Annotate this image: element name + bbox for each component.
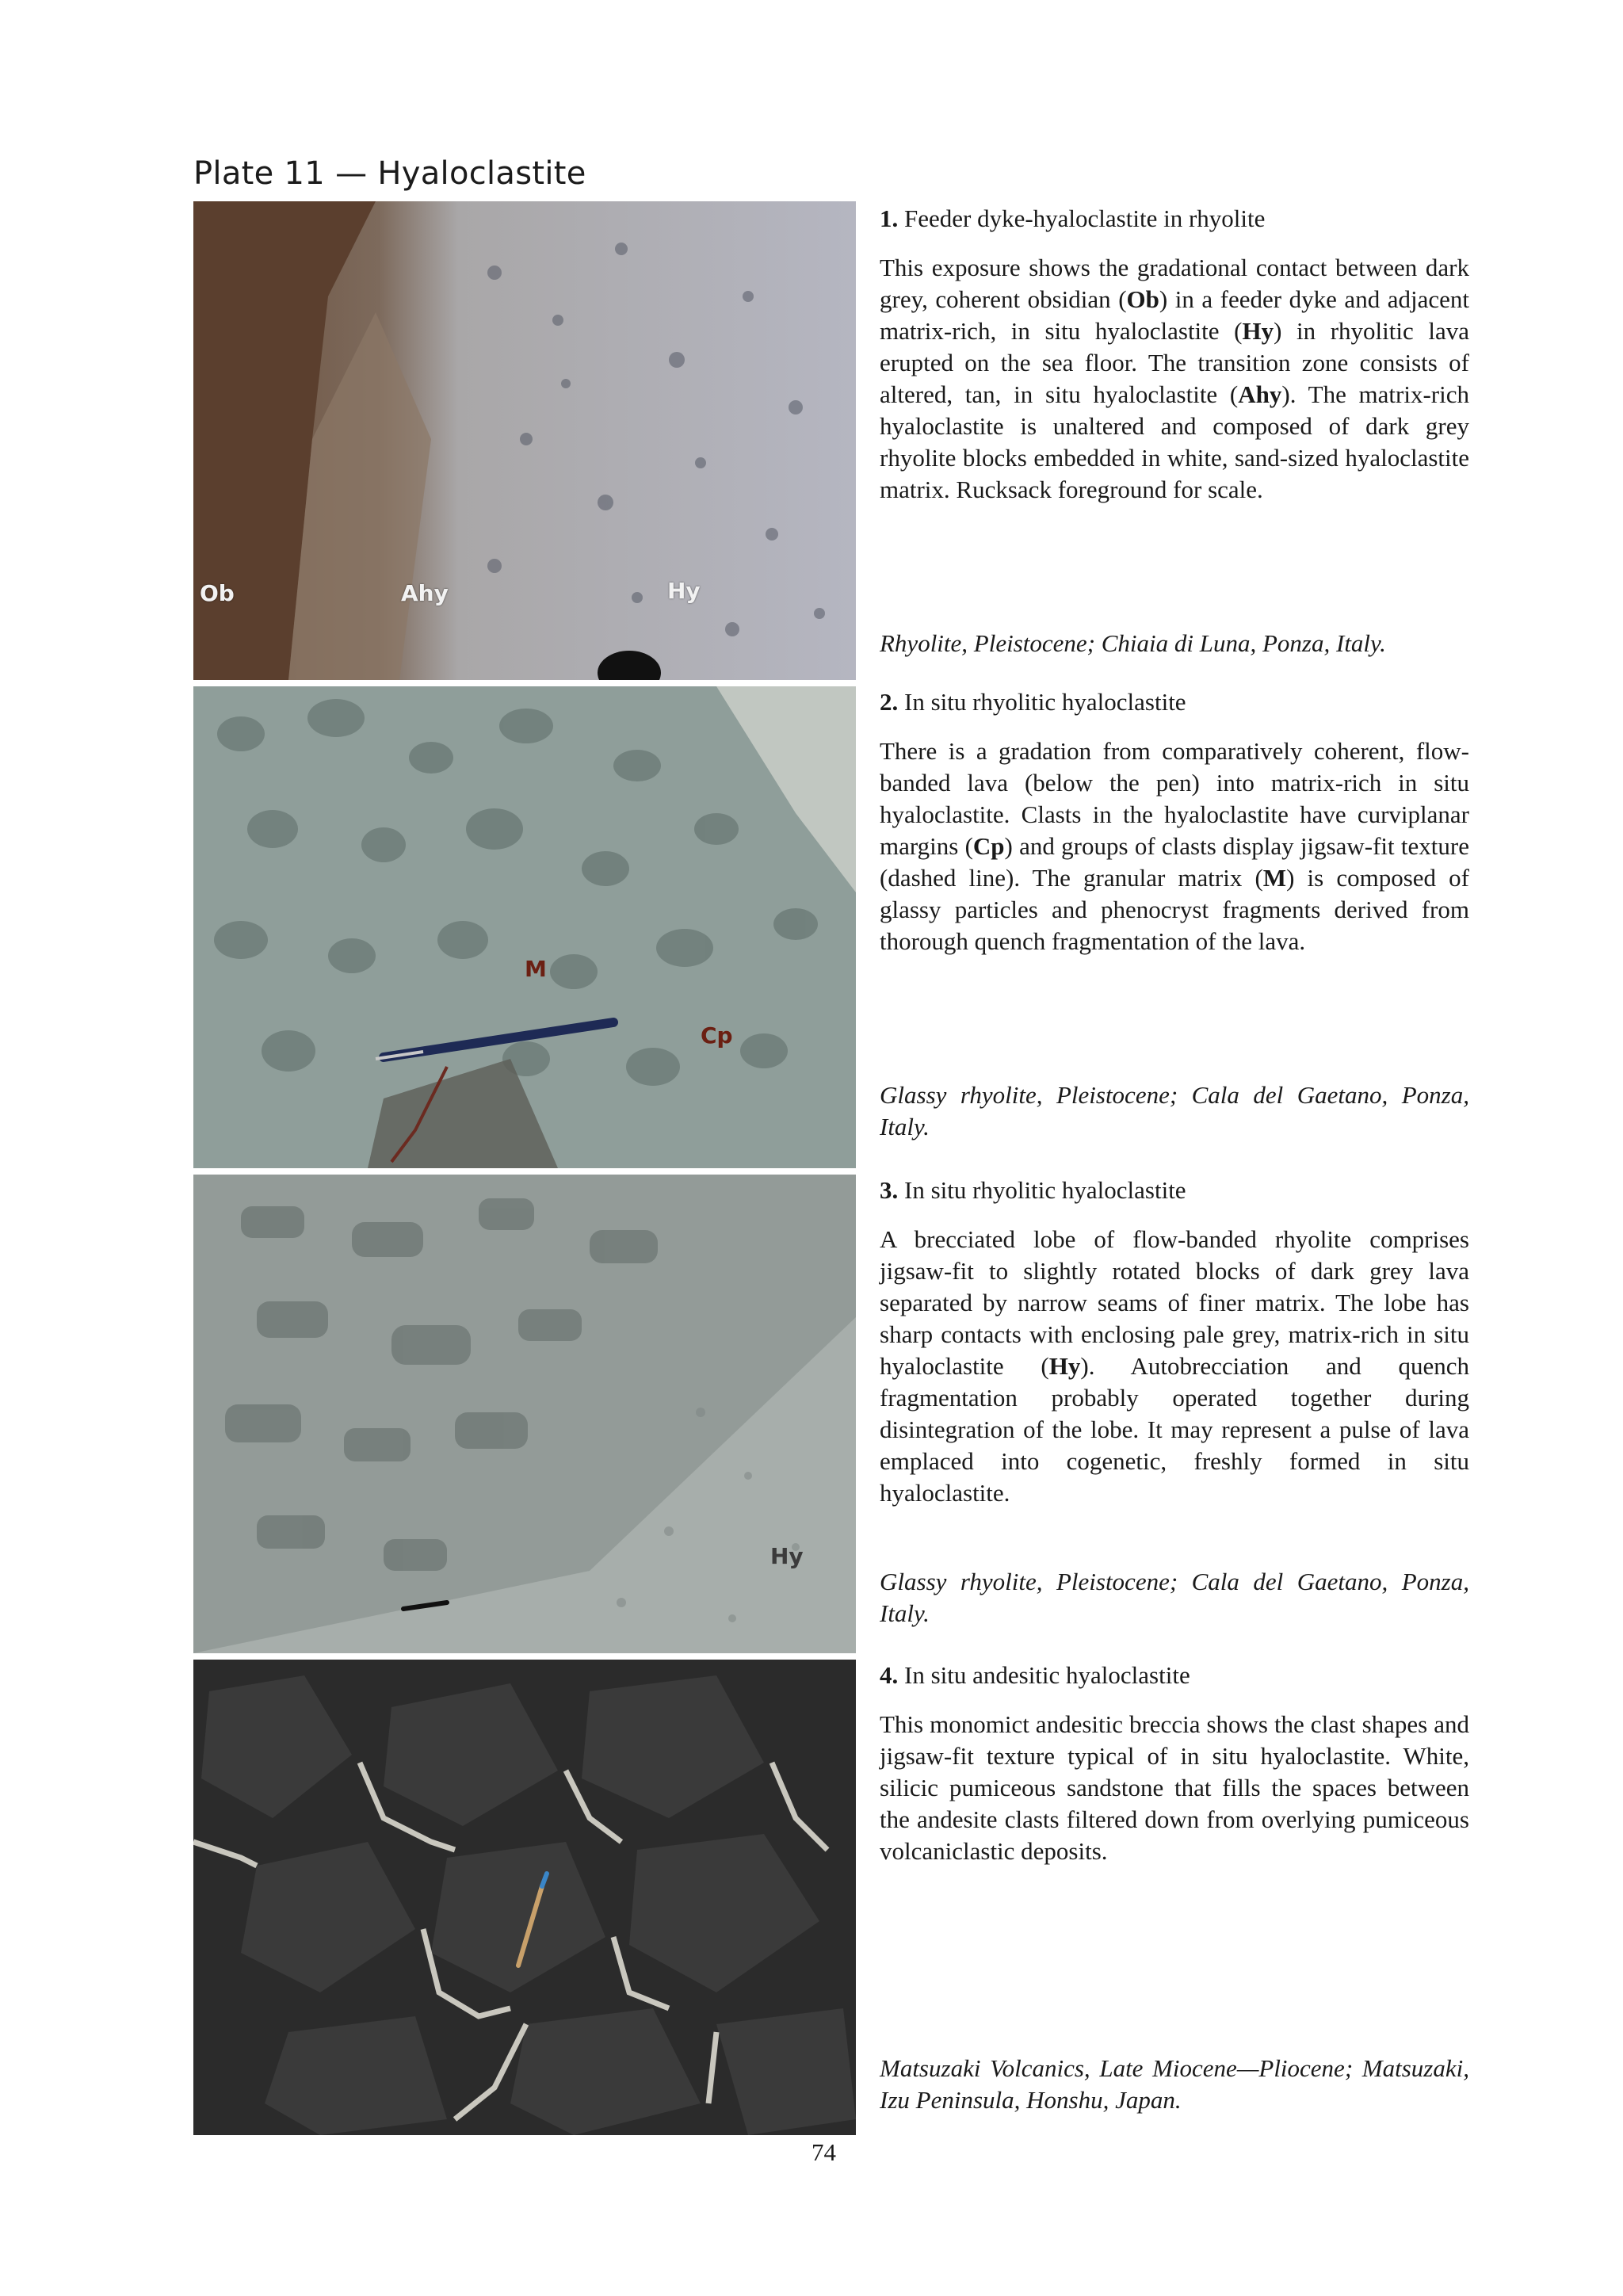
desc-text: This monomict andesitic breccia shows the clast shapes and jigsaw-fit texture typical of in situ hyaloclastite. White, silicic pumiceous sandstone that fills the spaces between the andesite clasts filtered down from overlying pumiceous volcaniclastic deposits. bbox=[880, 1710, 1469, 1865]
panel-4-number: 4. bbox=[880, 1661, 899, 1689]
panel-4-text bbox=[880, 1660, 1469, 1867]
photo-2-rhyolitic-hyaloclastite bbox=[193, 686, 856, 1168]
panel-1-number: 1. bbox=[880, 204, 899, 232]
panel-1-description bbox=[880, 252, 1469, 506]
panel-2-caption: Glassy rhyolite, Pleistocene; Cala del Gaetano, Ponza, Italy. bbox=[880, 1081, 1469, 1140]
panel-3-text bbox=[880, 1175, 1469, 1509]
panel-2-number: 2. bbox=[880, 688, 899, 716]
panel-3-description bbox=[880, 1224, 1469, 1509]
page-number: 74 bbox=[812, 2138, 836, 2166]
panel-2-heading bbox=[880, 686, 1469, 718]
desc-text: This exposure shows the gradational contact between dark grey, coherent obsidian ( bbox=[880, 254, 1469, 313]
panel-1-text bbox=[880, 203, 1469, 506]
desc-text: ) in a feeder dyke and adjacent matrix-rich, in situ hyaloclastite ( bbox=[880, 285, 1469, 345]
label-hy: Hy bbox=[1242, 317, 1274, 345]
desc-text: There is a gradation from comparatively coherent, flow-banded lava (below the pen) into matrix-rich in situ hyaloclastite. Clasts in the hyaloclastite have curviplanar margins ( bbox=[880, 737, 1469, 860]
panel-2-description bbox=[880, 735, 1469, 957]
label-ob: Ob bbox=[1126, 285, 1159, 313]
panel-3-number: 3. bbox=[880, 1176, 899, 1204]
panel-4-caption: Matsuzaki Volcanics, Late Miocene—Pliocene; Matsuzaki, Izu Peninsula, Honshu, Japan. bbox=[880, 2054, 1469, 2114]
photo-2-label-cp: Cp bbox=[701, 1022, 733, 1049]
panel-2-title: In situ rhyolitic hyaloclastite bbox=[904, 688, 1186, 716]
photo-3-brecciated-lobe bbox=[193, 1175, 856, 1653]
desc-text: ) is composed of glassy particles and phenocryst fragments derived from thorough quench fragmentation of the lava. bbox=[880, 864, 1469, 955]
photo-1-label-hy: Hy bbox=[667, 578, 701, 604]
photo-1-label-ahy: Ahy bbox=[401, 580, 449, 606]
panel-3-title: In situ rhyolitic hyaloclastite bbox=[904, 1176, 1186, 1204]
panel-1-caption: Rhyolite, Pleistocene; Chiaia di Luna, Ponza, Italy. bbox=[880, 629, 1386, 657]
panel-4-heading bbox=[880, 1660, 1469, 1691]
panel-4-description bbox=[880, 1709, 1469, 1867]
panel-3-heading bbox=[880, 1175, 1469, 1206]
panel-1-title: Feeder dyke-hyaloclastite in rhyolite bbox=[904, 204, 1266, 232]
plate-title: Plate 11 — Hyaloclastite bbox=[193, 155, 586, 192]
panel-2-text bbox=[880, 686, 1469, 957]
panel-4-title: In situ andesitic hyaloclastite bbox=[904, 1661, 1190, 1689]
photo-4-andesitic-breccia bbox=[193, 1660, 856, 2135]
desc-text: ). Autobrecciation and quench fragmentation probably operated together during disintegration of the lobe. It may represent a pulse of lava emplaced into cogenetic, freshly formed in situ hyaloclastite. bbox=[880, 1352, 1469, 1507]
label-cp: Cp bbox=[972, 832, 1005, 860]
label-hy: Hy bbox=[1048, 1352, 1081, 1380]
desc-text: A brecciated lobe of flow-banded rhyolite comprises jigsaw-fit to slightly rotated blocks of dark grey lava separated by narrow seams of finer matrix. The lobe has sharp contacts with enclosing pale grey, matrix-rich in situ hyaloclastite ( bbox=[880, 1225, 1469, 1380]
desc-text: ). The matrix-rich hyaloclastite is unaltered and composed of dark grey rhyolite blocks embedded in white, sand-sized hyaloclastite matrix. Rucksack foreground for scale. bbox=[880, 380, 1469, 503]
label-ahy: Ahy bbox=[1238, 380, 1282, 408]
panel-1-heading bbox=[880, 203, 1469, 235]
photo-1-feeder-dyke bbox=[193, 201, 856, 680]
desc-text: ) and groups of clasts display jigsaw-fit texture (dashed line). The granular matrix ( bbox=[880, 832, 1469, 892]
label-m: M bbox=[1262, 864, 1287, 892]
photo-3-label-hy: Hy bbox=[770, 1543, 804, 1569]
photo-2-label-m: M bbox=[525, 956, 547, 982]
panel-3-caption: Glassy rhyolite, Pleistocene; Cala del Gaetano, Ponza, Italy. bbox=[880, 1568, 1469, 1627]
photo-1-label-ob: Ob bbox=[200, 580, 235, 606]
desc-text: ) in rhyolitic lava erupted on the sea floor. The transition zone consists of altered, tan, in situ hyaloclastite ( bbox=[880, 317, 1469, 408]
